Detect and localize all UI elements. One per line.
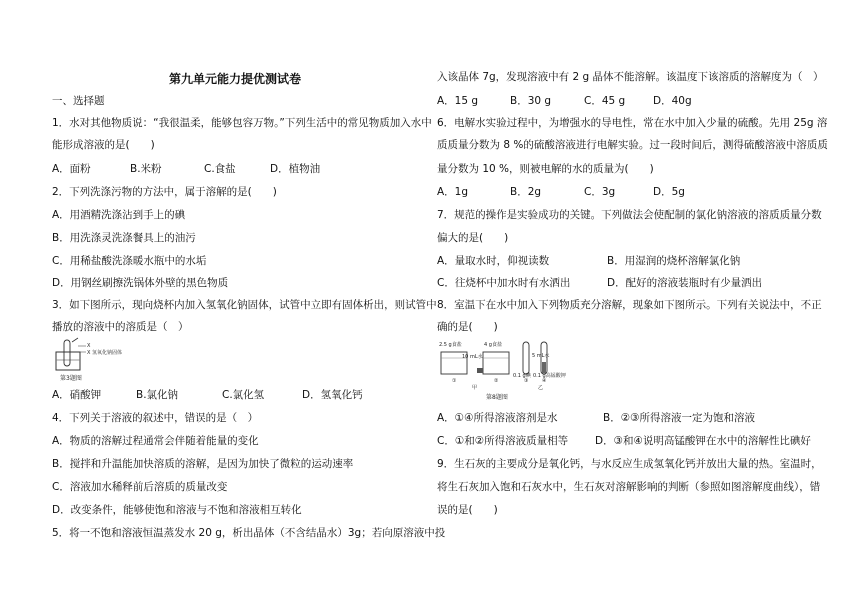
q2-option-d: D．用钢丝刷擦洗锅体外壁的黑色物质 <box>52 277 229 289</box>
test-tube-shape <box>64 340 70 366</box>
q7-stem-line2: 偏大的是( ) <box>437 232 509 244</box>
q5-options <box>437 94 767 108</box>
q3-figure-note: X 氢氧化钠固体 <box>87 350 123 356</box>
q8-option-d: D．③和④说明高锰酸钾在水中的溶解性比碘好 <box>595 435 811 447</box>
q8-label-n1: ① <box>452 378 457 384</box>
q5-stem-line2: 入该晶体 7g，发现溶液中有 2 g 晶体不能溶解。该温度下该溶质的溶解度为（ ） <box>437 71 824 83</box>
q8-label-yi: 乙 <box>538 385 544 391</box>
q6-stem-line2: 质质量分数为 8 %的硫酸溶液进行电解实验。过一段时间后，测得硫酸溶液中溶质质 <box>437 139 828 151</box>
q1-option-a: A．面粉 <box>52 163 91 175</box>
q8-options-row1 <box>437 411 847 425</box>
beaker-shape <box>56 352 80 370</box>
q2-option-b: B．用洗涤灵洗涤餐具上的油污 <box>52 232 196 244</box>
q6-stem-line3: 量分数为 10 %，则被电解的水的质量为( ) <box>437 163 654 175</box>
q3-option-b: B.氯化钠 <box>136 389 179 401</box>
q1-option-b: B.米粉 <box>130 163 162 175</box>
q8-stem-line1: 8．室温下在水中加入下列物质充分溶解，现象如下图所示。下列有关说法中，不正 <box>437 299 822 311</box>
q1-option-c: C.食盐 <box>204 163 236 175</box>
q5-option-c: C．45 g <box>584 95 626 107</box>
q8-stem-line2: 确的是( ) <box>437 321 498 333</box>
q8-label-salt1: 2.5 g食盐 <box>439 342 462 348</box>
q8-label-salt2: 4 g食盐 <box>484 342 502 348</box>
q3-option-d: D．氢氧化钙 <box>302 389 363 401</box>
q7-option-d: D．配好的溶液装瓶时有少量洒出 <box>607 277 763 289</box>
q9-stem-line1: 9．生石灰的主要成分是氧化钙，与水反应生成氢氧化钙并放出大量的热。室温时， <box>437 458 822 470</box>
q4-option-c: C．溶液加水稀释前后溶质的质量改变 <box>52 481 228 493</box>
q7-options-row2 <box>437 276 817 290</box>
q6-option-b: B．2g <box>510 186 542 198</box>
q8-label-n3: ③ <box>524 378 529 384</box>
q6-option-a: A．1g <box>437 186 469 198</box>
q8-test-tube-1 <box>523 342 529 374</box>
q5-stem-line1: 5．将一不饱和溶液恒温蒸发水 20 g，析出晶体（不含结晶水）3g；若向原溶液中投 <box>52 527 446 539</box>
q2-option-a: A．用酒精洗涤沾到手上的碘 <box>52 209 186 221</box>
q4-option-b: B．搅拌和升温能加快溶质的溶解，是因为加快了微粒的运动速率 <box>52 458 354 470</box>
q5-option-a: A．15 g <box>437 95 479 107</box>
q7-option-b: B．用湿润的烧杯溶解氯化钠 <box>607 255 741 267</box>
q6-option-c: C．3g <box>584 186 616 198</box>
q8-label-iodine: 0.1 g碘 <box>513 373 531 379</box>
q1-options <box>52 162 382 176</box>
section-heading: 一、选择题 <box>52 95 105 107</box>
q8-label-kmno4: 0.1 g高锰酸钾 <box>533 373 566 379</box>
q8-option-c: C．①和②所得溶液质量相等 <box>437 435 569 447</box>
q8-figure-caption: 第8题图 <box>486 394 508 401</box>
q8-label-water2: 5 mL水 <box>532 353 550 359</box>
q8-options-row2 <box>437 434 847 448</box>
q3-option-c: C.氯化氢 <box>222 389 265 401</box>
q4-option-a: A．物质的溶解过程通常会伴随着能量的变化 <box>52 435 259 447</box>
q8-label-water: 10 mL水 <box>462 354 483 360</box>
q3-figure-label: X <box>87 343 91 349</box>
q5-option-d: D．40g <box>653 95 692 107</box>
q3-figure-caption: 第3题图 <box>60 375 82 382</box>
q8-label-n2: ② <box>494 378 499 384</box>
q1-stem-line2: 能形成溶液的是( ) <box>52 139 155 151</box>
q7-option-a: A．量取水时，仰视读数 <box>437 255 550 267</box>
q4-stem: 4．下列关于溶液的叙述中，错误的是（ ） <box>52 412 259 424</box>
q8-label-jia: 甲 <box>472 385 478 391</box>
q3-options <box>52 388 382 402</box>
page-title: 第九单元能力提优测试卷 <box>169 72 302 86</box>
q7-stem-line1: 7．规范的操作是实验成功的关键。下列做法会使配制的氯化钠溶液的溶质质量分数 <box>437 209 822 221</box>
q8-beaker-2 <box>483 352 509 374</box>
q8-option-a: A．①④所得溶液溶剂是水 <box>437 412 558 424</box>
q9-stem-line3: 误的是( ) <box>437 504 498 516</box>
q6-options <box>437 185 767 199</box>
q5-option-b: B．30 g <box>510 95 552 107</box>
q7-option-c: C．往烧杯中加水时有水洒出 <box>437 277 571 289</box>
q2-stem: 2．下列洗涤污物的方法中，属于溶解的是( ) <box>52 186 277 198</box>
q7-options-row1 <box>437 254 817 268</box>
q8-label-n4: ④ <box>542 378 547 384</box>
q4-option-d: D．改变条件，能够使饱和溶液与不饱和溶液相互转化 <box>52 504 302 516</box>
q6-option-d: D．5g <box>653 186 685 198</box>
q3-option-a: A．硝酸钾 <box>52 389 102 401</box>
q3-stem-line2: 播放的溶液中的溶质是（ ） <box>52 321 189 333</box>
q3-stem-line1: 3．如下图所示，现向烧杯内加入氢氧化钠固体，试管中立即有固体析出，则试管中 <box>52 299 437 311</box>
q1-option-d: D．植物油 <box>270 163 321 175</box>
q8-option-b: B．②③所得溶液一定为饱和溶液 <box>603 412 756 424</box>
q2-option-c: C．用稀盐酸洗涤暖水瓶中的水垢 <box>52 255 207 267</box>
q1-stem-line1: 1．水对其他物质说：“我很温柔，能够包容万物。”下列生活中的常见物质加入水中 <box>52 117 432 129</box>
q9-stem-line2: 将生石灰加入饱和石灰水中，生石灰对溶解影响的判断（参照如图溶解度曲线），错 <box>437 481 821 493</box>
q6-stem-line1: 6．电解水实验过程中，为增强水的导电性，常在水中加入少量的硫酸。先用 25g 溶 <box>437 117 828 129</box>
